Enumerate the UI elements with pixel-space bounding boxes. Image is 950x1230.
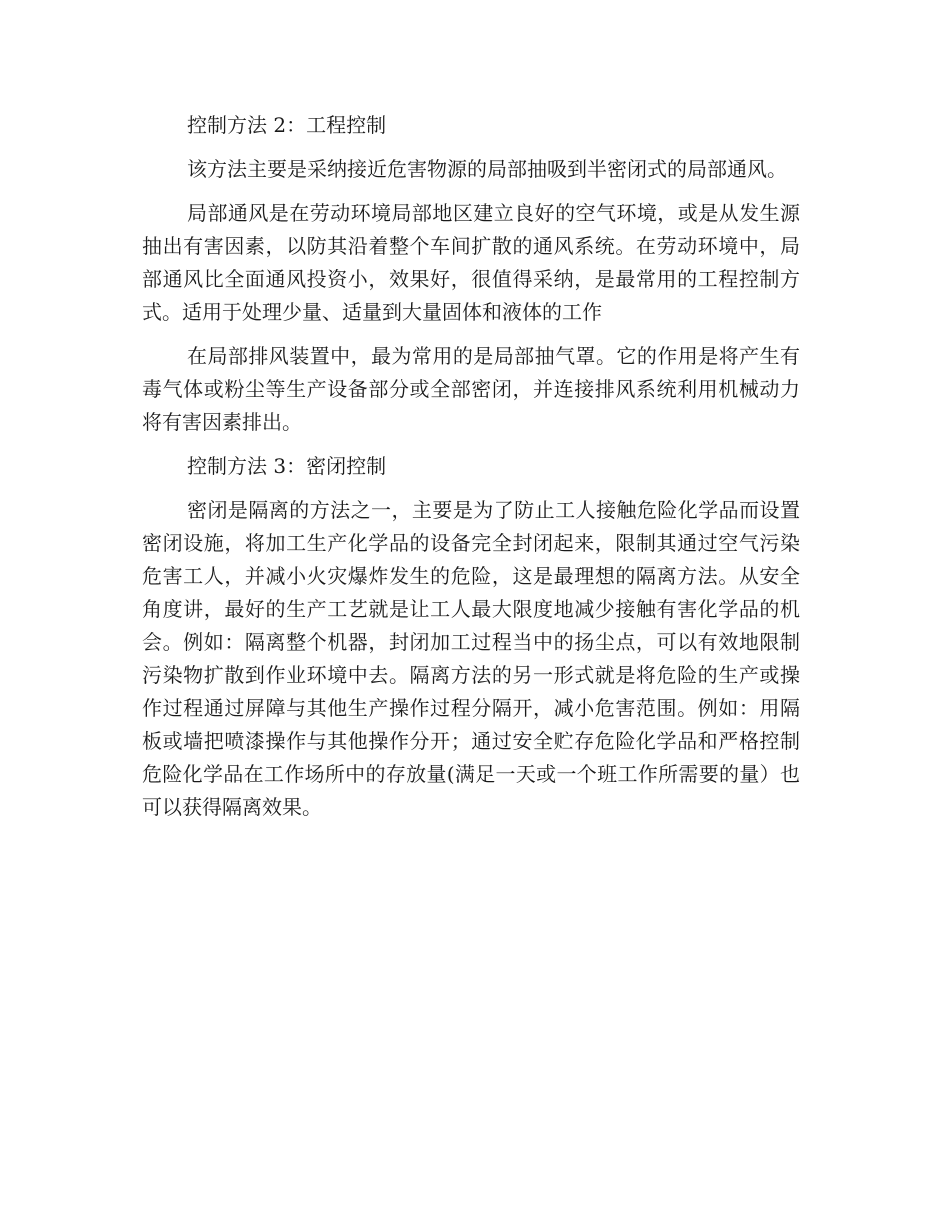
- document-body: [142, 109, 800, 824]
- paragraph-local-suction: 该方法主要是采纳接近危害物源的局部抽吸到半密闭式的局部通风。: [187, 157, 787, 181]
- paragraph-exhaust-hood: 在局部排风装置中，最为常用的是局部抽气罩。它的作用是将产生有毒气体或粉尘等生产设备部分或全部密闭，并连接排风系统利用机械动力将有害因素排出。: [142, 344, 800, 434]
- paragraph-local-ventilation: 局部通风是在劳动环境局部地区建立良好的空气环境，或是从发生源抽出有害因素，以防其沿着整个车间扩散的通风系统。在劳动环境中，局部通风比全面通风投资小，效果好，很值得采纳，是最常用的工程控制方式。适用于处理少量、适量到大量固体和液体的工作: [142, 201, 800, 324]
- section-heading-method-3: 控制方法 3：密闭控制: [187, 454, 387, 478]
- section-heading-method-2: 控制方法 2：工程控制: [187, 113, 387, 137]
- paragraph-enclosure-control: 密闭是隔离的方法之一，主要是为了防止工人接触危险化学品而设置密闭设施，将加工生产化学品的设备完全封闭起来，限制其通过空气污染危害工人，并减小火灾爆炸发生的危险，这是最理想的隔离方法。从安全角度讲，最好的生产工艺就是让工人最大限度地减少接触有害化学品的机会。例如：隔离整个机器，封闭加工过程当中的扬尘点，可以有效地限制污染物扩散到作业环境中去。隔离方法的另一形式就是将危险的生产或操作过程通过屏障与其他生产操作过程分隔开，减小危害范围。例如：用隔板或墙把喷漆操作与其他操作分开；通过安全贮存危险化学品和严格控制危险化学品在工作场所中的存放量(满足一天或一个班工作所需要的量）也可以获得隔离效果。: [142, 498, 800, 819]
